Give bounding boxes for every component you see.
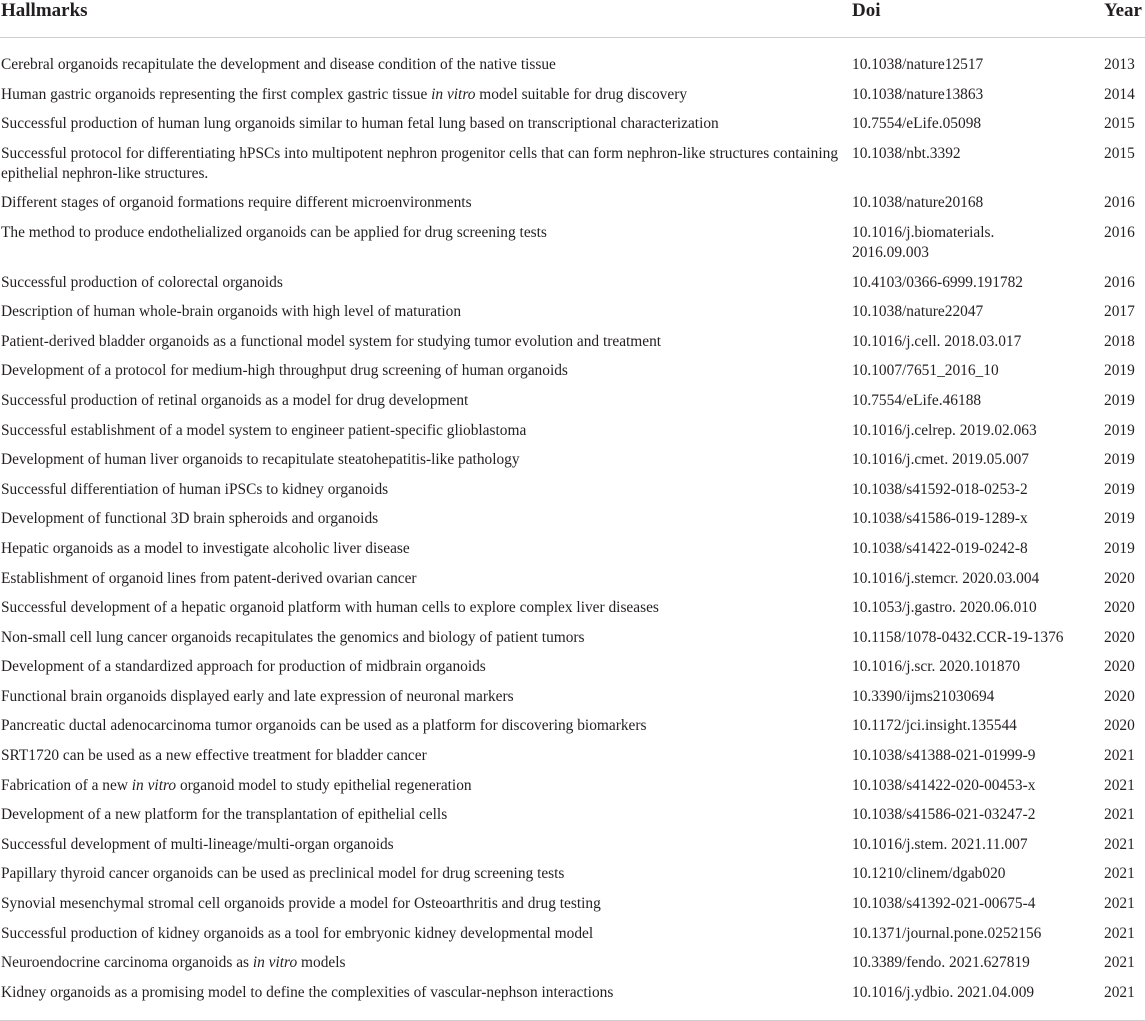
table-row [0, 297, 1145, 327]
hallmark-text: model suitable for drug discovery [475, 85, 688, 103]
doi-cell [850, 218, 1102, 268]
doi-cell: 10.1038/nature13863 [852, 85, 984, 103]
doi-cell: 10.1038/s41388-021-01999-9 [852, 747, 1036, 765]
table-row [0, 504, 1145, 534]
hallmark-text: Neuroendocrine carcinoma organoids as [1, 954, 253, 972]
table-row [0, 800, 1145, 830]
hallmark-cell: Successful development of a hepatic organoid platform with human cells to explore complex liver diseases [1, 599, 659, 617]
doi-cell: 10.3389/fendo. 2021.627819 [852, 954, 1030, 972]
hallmark-cell: Papillary thyroid cancer organoids can be used as preclinical model for drug screening tests [1, 865, 565, 883]
doi-cell: 10.1038/s41586-019-1289-x [852, 510, 1028, 528]
table-row [0, 652, 1145, 682]
doi-cell: 10.1038/s41592-018-0253-2 [852, 480, 1028, 498]
hallmark-cell [0, 80, 850, 110]
hallmark-cell [0, 948, 850, 978]
table-row [0, 80, 1145, 110]
column-header-year: Year [1102, 0, 1145, 38]
hallmark-cell: Successful protocol for differentiating hPSCs into multipotent nephron progenitor cells that can form nephron-like structures containing epithelial nephron-like structures. [1, 144, 839, 182]
year-cell: 2021 [1102, 978, 1145, 1021]
hallmark-cell: Successful production of colorectal organoids [1, 273, 283, 291]
year-cell: 2019 [1104, 421, 1135, 439]
year-cell: 2021 [1104, 747, 1135, 765]
doi-cell: 10.7554/eLife.46188 [852, 391, 982, 409]
table-row [0, 139, 1145, 189]
doi-cell: 10.1038/nature22047 [852, 303, 984, 321]
table-row [0, 356, 1145, 386]
column-header-doi: Doi [850, 0, 1102, 38]
year-cell: 2015 [1104, 144, 1135, 162]
hallmark-cell: Successful production of human lung organoids similar to human fetal lung based on transcriptional characterization [1, 115, 719, 133]
year-cell: 2019 [1104, 362, 1135, 380]
year-cell: 2017 [1104, 303, 1135, 321]
year-cell: 2014 [1104, 85, 1135, 103]
hallmark-cell: Establishment of organoid lines from patent-derived ovarian cancer [1, 569, 417, 587]
table-row [0, 38, 1145, 80]
year-cell: 2018 [1104, 332, 1135, 350]
hallmark-cell: The method to produce endothelialized organoids can be applied for drug screening tests [1, 223, 547, 241]
doi-cell: 10.1016/j.scr. 2020.101870 [852, 658, 1021, 676]
table-row [0, 327, 1145, 357]
year-cell: 2021 [1104, 895, 1135, 913]
year-cell: 2019 [1104, 510, 1135, 528]
doi-cell: 10.1038/nature12517 [852, 56, 984, 73]
hallmark-cell: Development of functional 3D brain spheroids and organoids [1, 510, 379, 528]
table-row [0, 564, 1145, 594]
doi-cell: 10.1016/j.celrep. 2019.02.063 [852, 421, 1037, 439]
table-row [0, 919, 1145, 949]
hallmark-text: Fabrication of a new [1, 776, 132, 794]
doi-cell: 10.7554/eLife.05098 [852, 115, 982, 133]
hallmark-cell: Synovial mesenchymal stromal cell organoids provide a model for Osteoarthritis and drug testing [1, 895, 601, 913]
hallmark-cell: Kidney organoids as a promising model to define the complexities of vascular-nephson interactions [0, 978, 850, 1021]
hallmark-text: models [297, 954, 346, 972]
year-cell: 2016 [1104, 273, 1135, 291]
hallmark-cell: Patient-derived bladder organoids as a functional model system for studying tumor evolution and treatment [1, 332, 662, 350]
table-row [0, 948, 1145, 978]
table-row [0, 268, 1145, 298]
table-row [0, 889, 1145, 919]
year-cell: 2016 [1104, 194, 1135, 212]
hallmark-cell: Description of human whole-brain organoids with high level of maturation [1, 303, 462, 321]
table-row [0, 109, 1145, 139]
table-row [0, 711, 1145, 741]
year-cell: 2021 [1104, 806, 1135, 824]
year-cell: 2021 [1104, 776, 1135, 794]
table-row [0, 830, 1145, 860]
year-cell: 2019 [1104, 539, 1135, 557]
table-row [0, 623, 1145, 653]
doi-cell: 10.1053/j.gastro. 2020.06.010 [852, 599, 1037, 617]
doi-cell: 10.1038/s41422-019-0242-8 [852, 539, 1028, 557]
doi-cell: 10.1038/s41392-021-00675-4 [852, 895, 1036, 913]
year-cell: 2020 [1104, 717, 1135, 735]
hallmark-cell: Successful development of multi-lineage/multi-organ organoids [1, 835, 394, 853]
year-cell: 2016 [1104, 223, 1135, 241]
year-cell: 2015 [1104, 115, 1135, 133]
doi-cell: 10.1172/jci.insight.135544 [852, 717, 1017, 735]
year-cell: 2020 [1104, 628, 1135, 646]
doi-cell: 10.1016/j.cmet. 2019.05.007 [852, 451, 1029, 469]
year-cell: 2020 [1104, 658, 1135, 676]
doi-cell: 10.1016/j.cell. 2018.03.017 [852, 332, 1022, 350]
doi-cell: 10.1016/j.ydbio. 2021.04.009 [850, 978, 1102, 1021]
hallmark-cell: Development of a new platform for the transplantation of epithelial cells [1, 806, 448, 824]
hallmark-text: organoid model to study epithelial regeneration [176, 776, 472, 794]
doi-cell: 10.1016/j.stem. 2021.11.007 [852, 835, 1028, 853]
table-row [0, 445, 1145, 475]
year-cell: 2019 [1104, 451, 1135, 469]
doi-cell: 10.1038/nbt.3392 [852, 144, 961, 162]
doi-cell: 10.1016/j.stemcr. 2020.03.004 [852, 569, 1040, 587]
table-row [0, 682, 1145, 712]
year-cell: 2020 [1104, 599, 1135, 617]
table-row [0, 859, 1145, 889]
table-row [0, 741, 1145, 771]
hallmark-cell: Successful production of kidney organoids as a tool for embryonic kidney developmental model [1, 924, 594, 942]
year-cell: 2021 [1104, 924, 1135, 942]
year-cell: 2019 [1104, 391, 1135, 409]
hallmark-cell: Successful production of retinal organoids as a model for drug development [1, 391, 469, 409]
table-row [0, 978, 1145, 1021]
table-row [0, 771, 1145, 801]
column-header-hallmarks: Hallmarks [0, 0, 850, 38]
hallmark-cell: Successful establishment of a model system to engineer patient-specific glioblastoma [1, 421, 527, 439]
hallmark-cell: Cerebral organoids recapitulate the development and disease condition of the native tissue [1, 56, 556, 73]
doi-cell: 10.1007/7651_2016_10 [852, 362, 999, 380]
table-row [0, 416, 1145, 446]
table-row [0, 386, 1145, 416]
hallmark-cell: Development of human liver organoids to recapitulate steatohepatitis-like pathology [1, 451, 520, 469]
doi-cell: 10.1371/journal.pone.0252156 [852, 924, 1042, 942]
doi-cell: 10.1038/s41422-020-00453-x [852, 776, 1036, 794]
table-row [0, 475, 1145, 505]
hallmark-cell [0, 771, 850, 801]
hallmark-cell: Development of a standardized approach for production of midbrain organoids [1, 658, 486, 676]
hallmark-cell: Non-small cell lung cancer organoids recapitulates the genomics and biology of patient tumors [1, 628, 585, 646]
table-row [0, 188, 1145, 218]
doi-cell: 10.4103/0366-6999.191782 [852, 273, 1024, 291]
year-cell: 2021 [1104, 865, 1135, 883]
header-row [0, 0, 1145, 38]
hallmark-cell: Pancreatic ductal adenocarcinoma tumor organoids can be used as a platform for discovering biomarkers [1, 717, 647, 735]
hallmark-cell: Development of a protocol for medium-high throughput drug screening of human organoids [1, 362, 568, 380]
hallmark-cell: Hepatic organoids as a model to investigate alcoholic liver disease [1, 539, 410, 557]
year-cell: 2020 [1104, 569, 1135, 587]
table-row [0, 534, 1145, 564]
year-cell: 2019 [1104, 480, 1135, 498]
doi-cell: 10.1210/clinem/dgab020 [852, 865, 1006, 883]
table-row [0, 218, 1145, 268]
hallmark-italic-text: in vitro [431, 85, 476, 103]
year-cell: 2021 [1104, 954, 1135, 972]
year-cell: 2020 [1104, 687, 1135, 705]
table-row [0, 593, 1145, 623]
hallmark-italic-text: in vitro [131, 776, 177, 794]
hallmark-cell: Functional brain organoids displayed early and late expression of neuronal markers [1, 687, 514, 705]
year-cell: 2013 [1104, 56, 1135, 73]
hallmark-text: Human gastric organoids representing the first complex gastric tissue [1, 85, 432, 103]
doi-line: 2016.09.003 [852, 243, 929, 261]
hallmark-cell: Different stages of organoid formations require different microenvironments [1, 194, 472, 212]
year-cell: 2021 [1104, 835, 1135, 853]
doi-cell: 10.1158/1078-0432.CCR-19-1376 [852, 628, 1064, 646]
doi-cell: 10.1038/s41586-021-03247-2 [852, 806, 1036, 824]
hallmark-cell: SRT1720 can be used as a new effective treatment for bladder cancer [1, 747, 427, 765]
doi-cell: 10.3390/ijms21030694 [852, 687, 995, 705]
doi-line: 10.1016/j.biomaterials. [852, 223, 995, 241]
hallmark-cell: Successful differentiation of human iPSCs to kidney organoids [1, 480, 389, 498]
doi-cell: 10.1038/nature20168 [852, 194, 984, 212]
hallmark-italic-text: in vitro [252, 954, 298, 972]
